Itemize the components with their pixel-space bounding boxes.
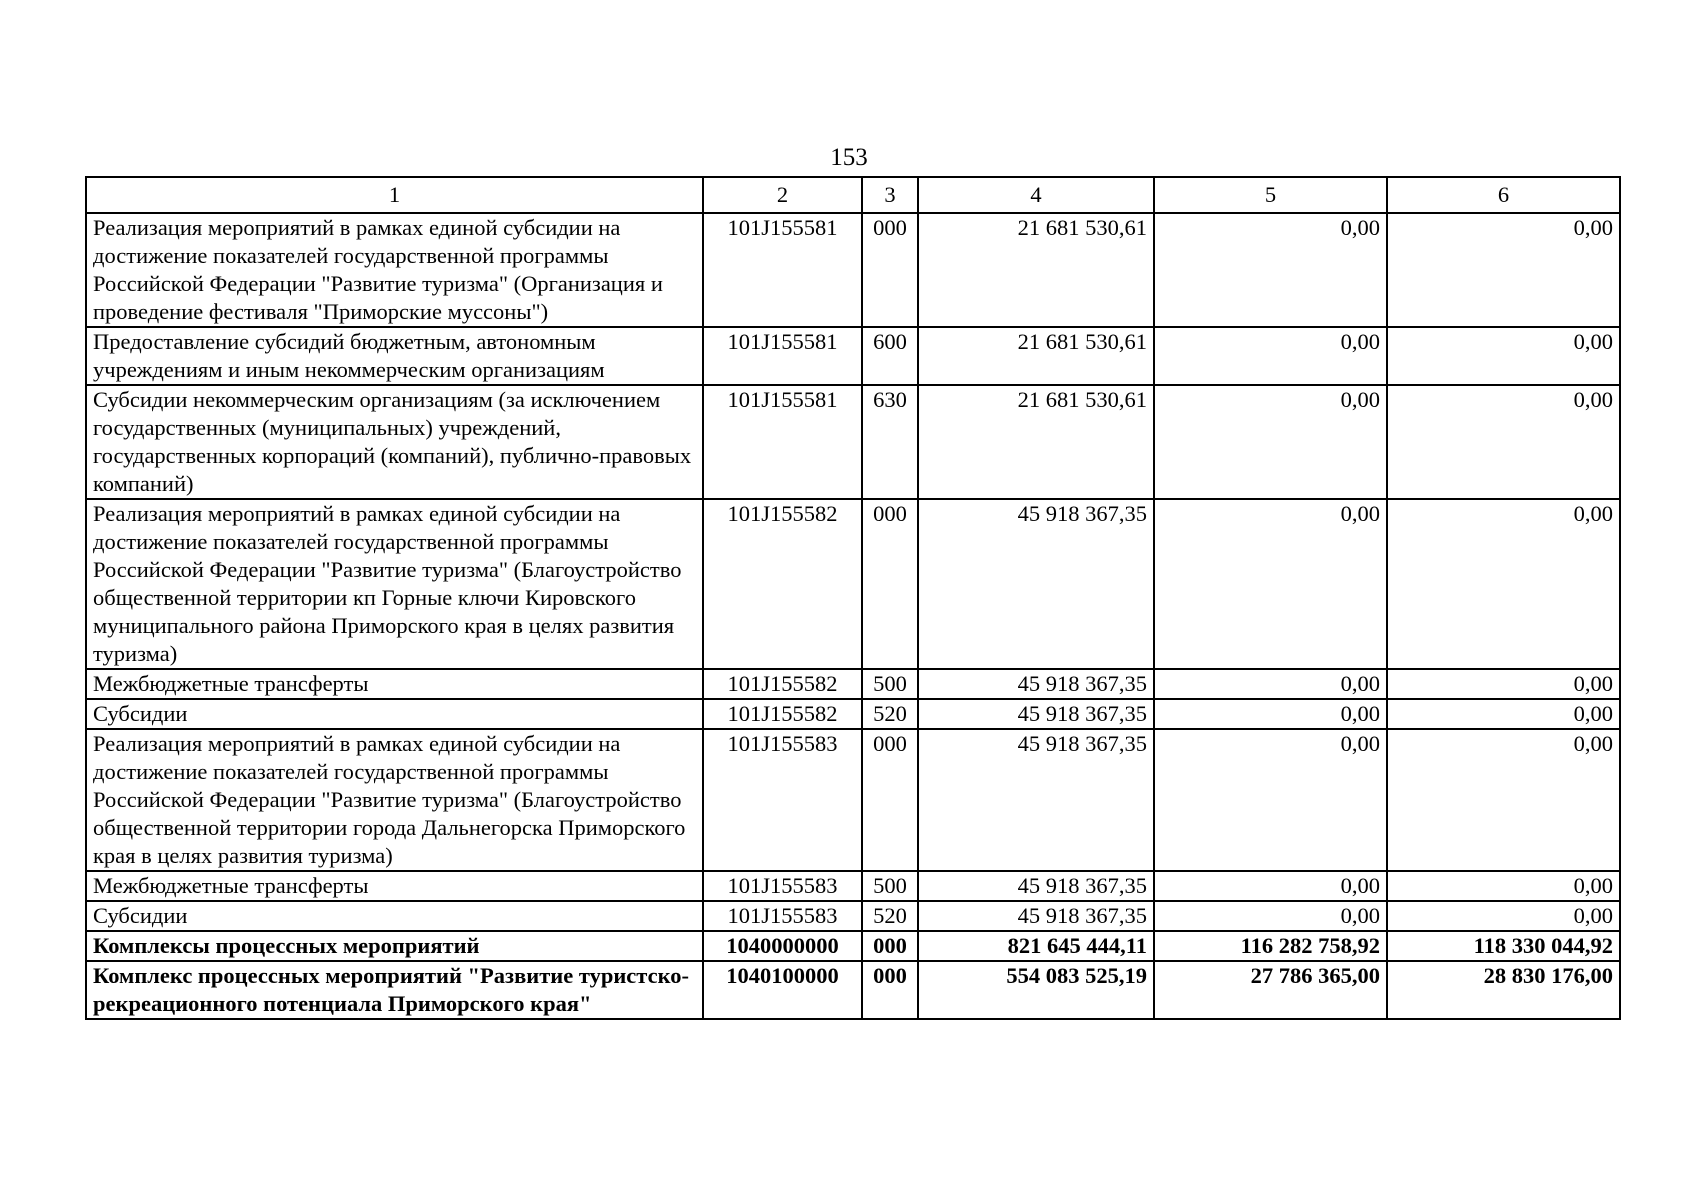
row-expense-type-cell: 500	[862, 669, 918, 699]
row-expense-type-cell: 520	[862, 699, 918, 729]
row-expense-type-cell: 000	[862, 213, 918, 327]
row-expense-type-cell: 520	[862, 901, 918, 931]
row-expense-type-cell: 500	[862, 871, 918, 901]
table-row	[86, 669, 1620, 699]
row-code-cell: 101J155583	[703, 729, 862, 871]
row-expense-type-cell: 600	[862, 327, 918, 385]
table-row	[86, 871, 1620, 901]
table-row	[86, 327, 1620, 385]
row-amount-col4-cell: 21 681 530,61	[918, 385, 1154, 499]
row-amount-col4-cell: 21 681 530,61	[918, 213, 1154, 327]
page-number: 153	[830, 144, 868, 171]
row-name-cell: Реализация мероприятий в рамках единой субсидии на достижение показателей государственной программы Российской Федерации "Развитие туризма" (Благоустройство общественной территории кп Горные ключи Кировского муниципального района Приморского края в целях развития туризма)	[86, 499, 703, 669]
row-amount-col6-cell: 0,00	[1387, 669, 1620, 699]
row-amount-col5-cell: 0,00	[1154, 901, 1387, 931]
row-amount-col6-cell: 28 830 176,00	[1387, 961, 1620, 1019]
row-amount-col4-cell: 45 918 367,35	[918, 901, 1154, 931]
row-amount-col6-cell: 0,00	[1387, 213, 1620, 327]
table-body	[86, 213, 1620, 1019]
row-name-cell: Субсидии	[86, 901, 703, 931]
row-name-cell: Межбюджетные трансферты	[86, 669, 703, 699]
row-expense-type-cell: 000	[862, 931, 918, 961]
row-amount-col5-cell: 0,00	[1154, 699, 1387, 729]
row-amount-col6-cell: 0,00	[1387, 327, 1620, 385]
row-name-cell: Субсидии некоммерческим организациям (за исключением государственных (муниципальных) учреждений, государственных корпораций (компаний), публично-правовых компаний)	[86, 385, 703, 499]
row-code-cell: 101J155582	[703, 699, 862, 729]
row-code-cell: 1040000000	[703, 931, 862, 961]
row-amount-col5-cell: 0,00	[1154, 871, 1387, 901]
row-amount-col4-cell: 21 681 530,61	[918, 327, 1154, 385]
row-expense-type-cell: 630	[862, 385, 918, 499]
row-name-cell: Комплекс процессных мероприятий "Развитие туристско-рекреационного потенциала Приморского края"	[86, 961, 703, 1019]
row-code-cell: 101J155582	[703, 499, 862, 669]
row-name-cell: Реализация мероприятий в рамках единой субсидии на достижение показателей государственной программы Российской Федерации "Развитие туризма" (Организация и проведение фестиваля "Приморские муссоны")	[86, 213, 703, 327]
row-amount-col5-cell: 27 786 365,00	[1154, 961, 1387, 1019]
row-amount-col5-cell: 0,00	[1154, 213, 1387, 327]
column-header-6: 6	[1387, 177, 1620, 213]
row-amount-col4-cell: 554 083 525,19	[918, 961, 1154, 1019]
row-amount-col6-cell: 0,00	[1387, 385, 1620, 499]
row-amount-col5-cell: 116 282 758,92	[1154, 931, 1387, 961]
header-row	[86, 177, 1620, 213]
row-amount-col6-cell: 0,00	[1387, 871, 1620, 901]
row-amount-col6-cell: 0,00	[1387, 499, 1620, 669]
column-header-3: 3	[862, 177, 918, 213]
row-amount-col6-cell: 0,00	[1387, 729, 1620, 871]
row-code-cell: 1040100000	[703, 961, 862, 1019]
row-name-cell: Реализация мероприятий в рамках единой субсидии на достижение показателей государственной программы Российской Федерации "Развитие туризма" (Благоустройство общественной территории города Дальнегорска Приморского края в целях развития туризма)	[86, 729, 703, 871]
row-name-cell: Межбюджетные трансферты	[86, 871, 703, 901]
row-amount-col4-cell: 45 918 367,35	[918, 699, 1154, 729]
row-expense-type-cell: 000	[862, 961, 918, 1019]
budget-table	[85, 176, 1621, 1020]
table-row	[86, 729, 1620, 871]
row-amount-col4-cell: 45 918 367,35	[918, 669, 1154, 699]
table-row	[86, 499, 1620, 669]
row-expense-type-cell: 000	[862, 729, 918, 871]
column-header-5: 5	[1154, 177, 1387, 213]
table-row-total	[86, 931, 1620, 961]
row-code-cell: 101J155583	[703, 871, 862, 901]
row-amount-col5-cell: 0,00	[1154, 729, 1387, 871]
row-code-cell: 101J155583	[703, 901, 862, 931]
row-amount-col4-cell: 45 918 367,35	[918, 729, 1154, 871]
row-amount-col5-cell: 0,00	[1154, 327, 1387, 385]
row-amount-col5-cell: 0,00	[1154, 669, 1387, 699]
table-row	[86, 213, 1620, 327]
row-name-cell: Комплексы процессных мероприятий	[86, 931, 703, 961]
row-amount-col5-cell: 0,00	[1154, 385, 1387, 499]
row-amount-col6-cell: 118 330 044,92	[1387, 931, 1620, 961]
row-code-cell: 101J155581	[703, 213, 862, 327]
row-amount-col5-cell: 0,00	[1154, 499, 1387, 669]
row-name-cell: Предоставление субсидий бюджетным, автономным учреждениям и иным некоммерческим организациям	[86, 327, 703, 385]
row-code-cell: 101J155581	[703, 327, 862, 385]
row-amount-col4-cell: 45 918 367,35	[918, 871, 1154, 901]
row-code-cell: 101J155581	[703, 385, 862, 499]
row-amount-col4-cell: 821 645 444,11	[918, 931, 1154, 961]
row-amount-col6-cell: 0,00	[1387, 901, 1620, 931]
row-expense-type-cell: 000	[862, 499, 918, 669]
column-header-2: 2	[703, 177, 862, 213]
table-row-total	[86, 961, 1620, 1019]
row-amount-col4-cell: 45 918 367,35	[918, 499, 1154, 669]
row-code-cell: 101J155582	[703, 669, 862, 699]
table-row	[86, 385, 1620, 499]
row-name-cell: Субсидии	[86, 699, 703, 729]
table-row	[86, 901, 1620, 931]
table-row	[86, 699, 1620, 729]
row-amount-col6-cell: 0,00	[1387, 699, 1620, 729]
column-header-1: 1	[86, 177, 703, 213]
column-header-4: 4	[918, 177, 1154, 213]
